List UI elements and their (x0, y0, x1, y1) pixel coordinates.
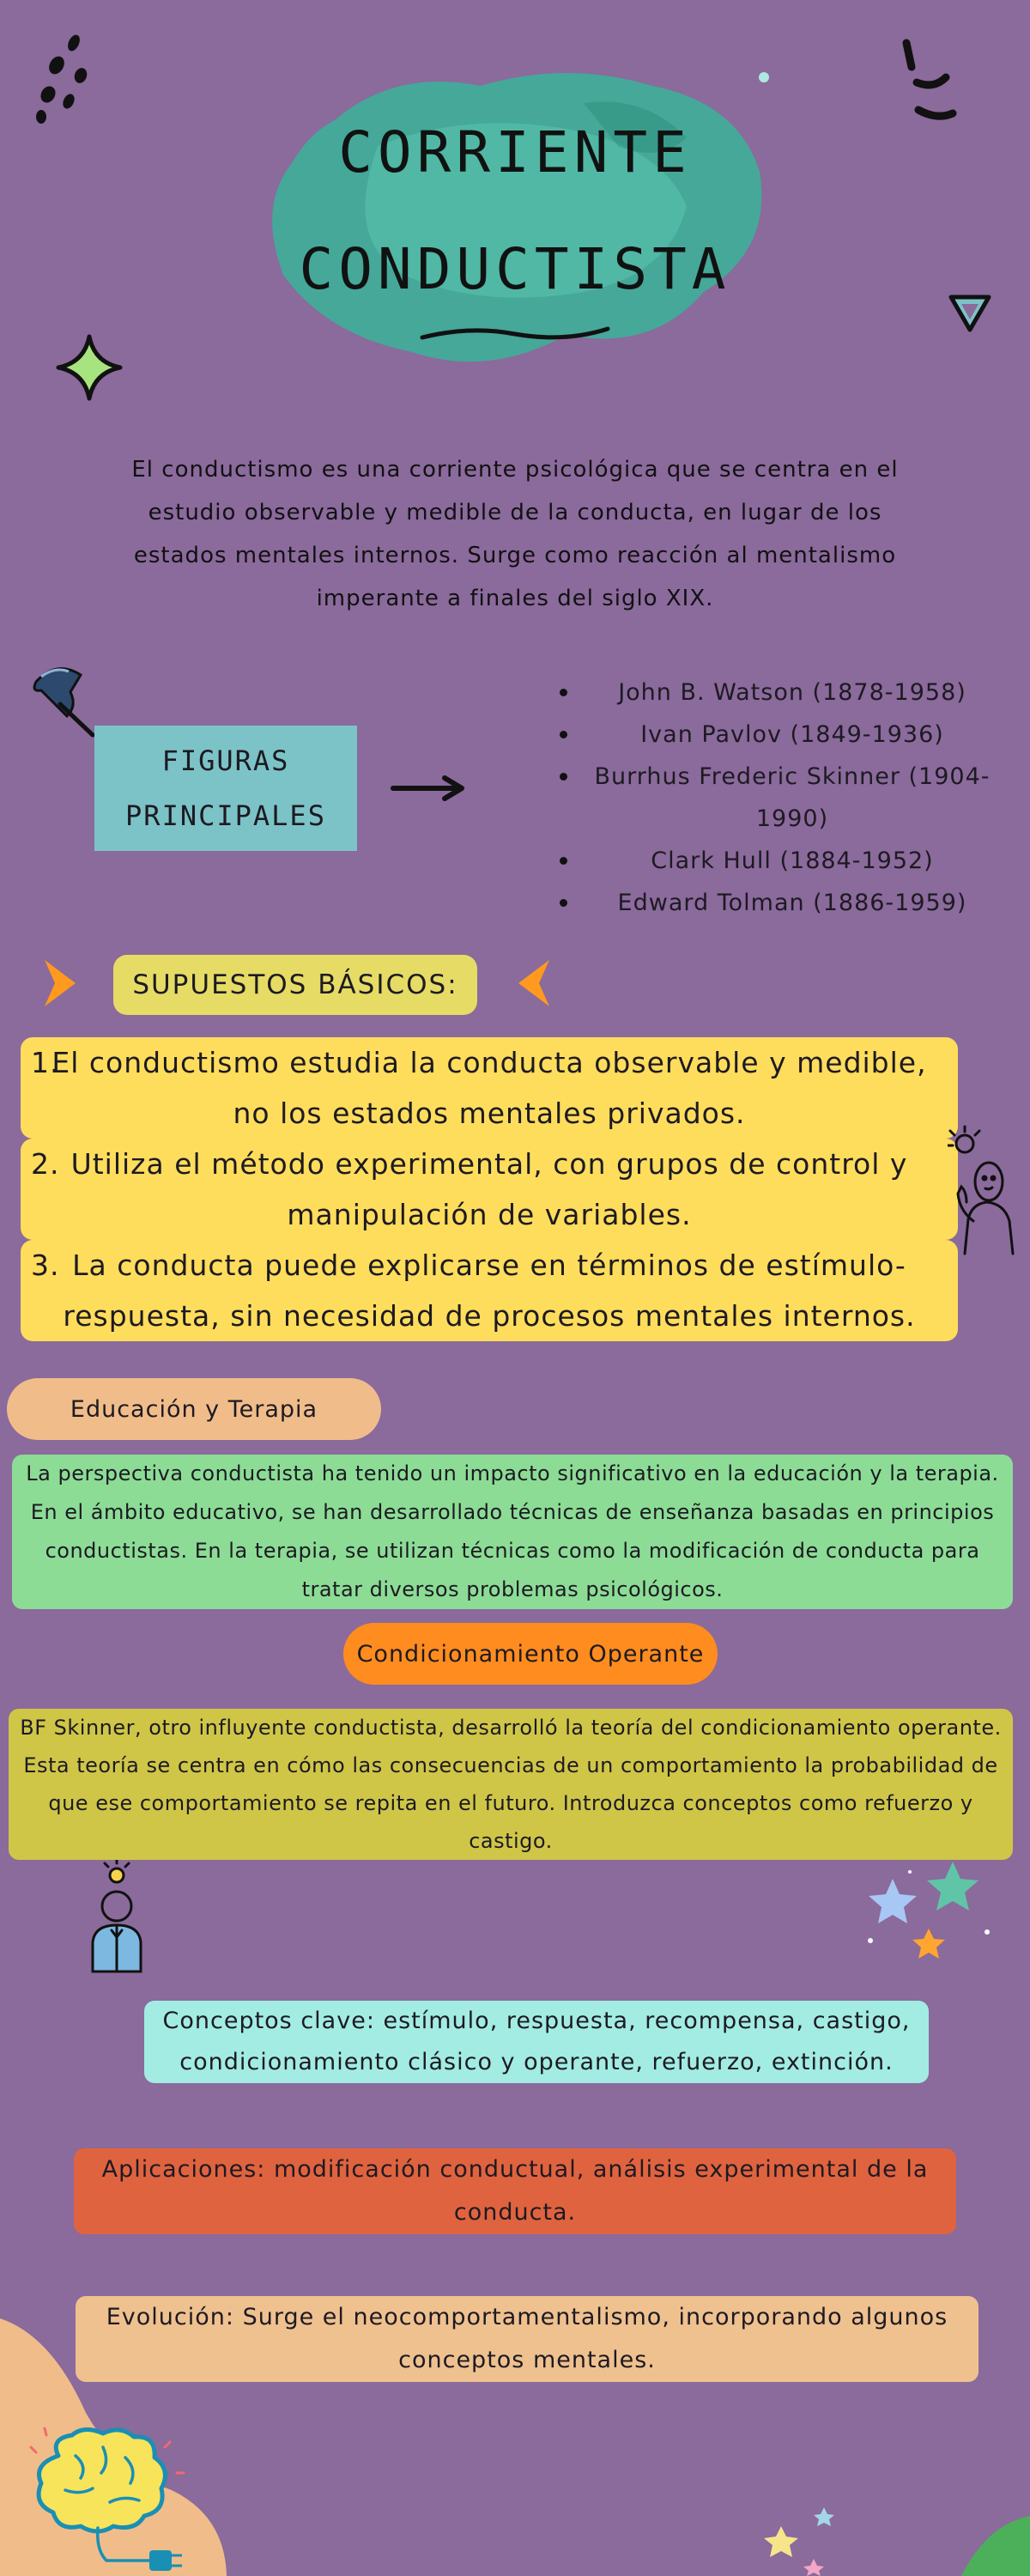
list-item: Edward Tolman (1886-1959) (549, 882, 996, 924)
list-item: Clark Hull (1884-1952) (549, 840, 996, 882)
thinking-person-icon (948, 1125, 1016, 1262)
dash-cluster-icon (31, 33, 96, 129)
list-item: Burrhus Frederic Skinner (1904-1990) (549, 756, 996, 840)
supuestos-label: SUPUESTOS BÁSICOS: (113, 955, 477, 1015)
title-underline (419, 322, 611, 346)
sparkle-star-icon (55, 333, 124, 402)
triangle-icon (946, 292, 994, 335)
item-number: 1. (31, 1046, 60, 1079)
stars-cluster-icon (858, 1855, 996, 1975)
idea-person-icon (86, 1860, 151, 1977)
conceptos-text: Conceptos clave: estímulo, respuesta, recompensa, castigo, condicionamiento clásico y operante, refuerzo, extinción. (144, 2001, 929, 2083)
aplicaciones-text: Aplicaciones: modificación conductual, análisis experimental de la conducta. (74, 2148, 956, 2234)
figuras-label-box: FIGURAS PRINCIPALES (94, 726, 357, 851)
supuestos-list (21, 1037, 963, 1341)
list-item: John B. Watson (1878-1958) (549, 671, 996, 714)
list-item: Ivan Pavlov (1849-1936) (549, 714, 996, 756)
evolucion-text: Evolución: Surge el neocomportamentalismo, incorporando algunos conceptos mentales. (76, 2296, 978, 2382)
item-text: El conductismo estudia la conducta observable y medible, no los estados mentales privados. (52, 1046, 927, 1130)
bottom-stars-icon (755, 2490, 1030, 2576)
page-title (206, 94, 824, 328)
chevron-right-icon (38, 953, 84, 1013)
list-item (21, 1139, 958, 1240)
chevron-left-icon (510, 953, 556, 1013)
item-number: 2. (31, 1147, 60, 1181)
intro-paragraph: El conductismo es una corriente psicológica que se centra en el estudio observable y medible de la conducta, en lugar de los estados mentales internos. Surge como reacción al mentalismo imperante a finales del siglo XIX. (131, 457, 899, 611)
title-line-1: CORRIENTE (338, 119, 692, 185)
list-item (21, 1037, 958, 1139)
burst-lines-icon (900, 36, 960, 125)
item-number: 3. (31, 1249, 60, 1282)
title-line-2: CONDUCTISTA (299, 236, 731, 302)
arrow-right-icon (390, 771, 467, 805)
brain-icon (24, 2421, 192, 2576)
pushpin-icon (26, 658, 100, 740)
list-item (21, 1240, 958, 1341)
item-text: Utiliza el método experimental, con grupos de control y manipulación de variables. (70, 1147, 908, 1231)
figuras-list (549, 671, 996, 924)
condicionamiento-label: Condicionamiento Operante (343, 1623, 718, 1685)
item-text: La conducta puede explicarse en términos de estímulo-respuesta, sin necesidad de procesos mentales internos. (63, 1249, 916, 1333)
educacion-label: Educación y Terapia (7, 1378, 381, 1440)
educacion-text: La perspectiva conductista ha tenido un impacto significativo en la educación y la terapia. En el ámbito educativo, se han desarrollado técnicas de enseñanza basadas en principios conductistas. En la terapia, se utilizan técnicas como la modificación de conducta para tratar diversos problemas psicológicos. (12, 1455, 1013, 1609)
condicionamiento-text: BF Skinner, otro influyente conductista, desarrolló la teoría del condicionamiento operante. Esta teoría se centra en cómo las consecuencias de un comportamiento la probabilidad de que ese comportamiento se repita en el futuro. Introduzca conceptos como refuerzo y castigo. (9, 1709, 1013, 1860)
